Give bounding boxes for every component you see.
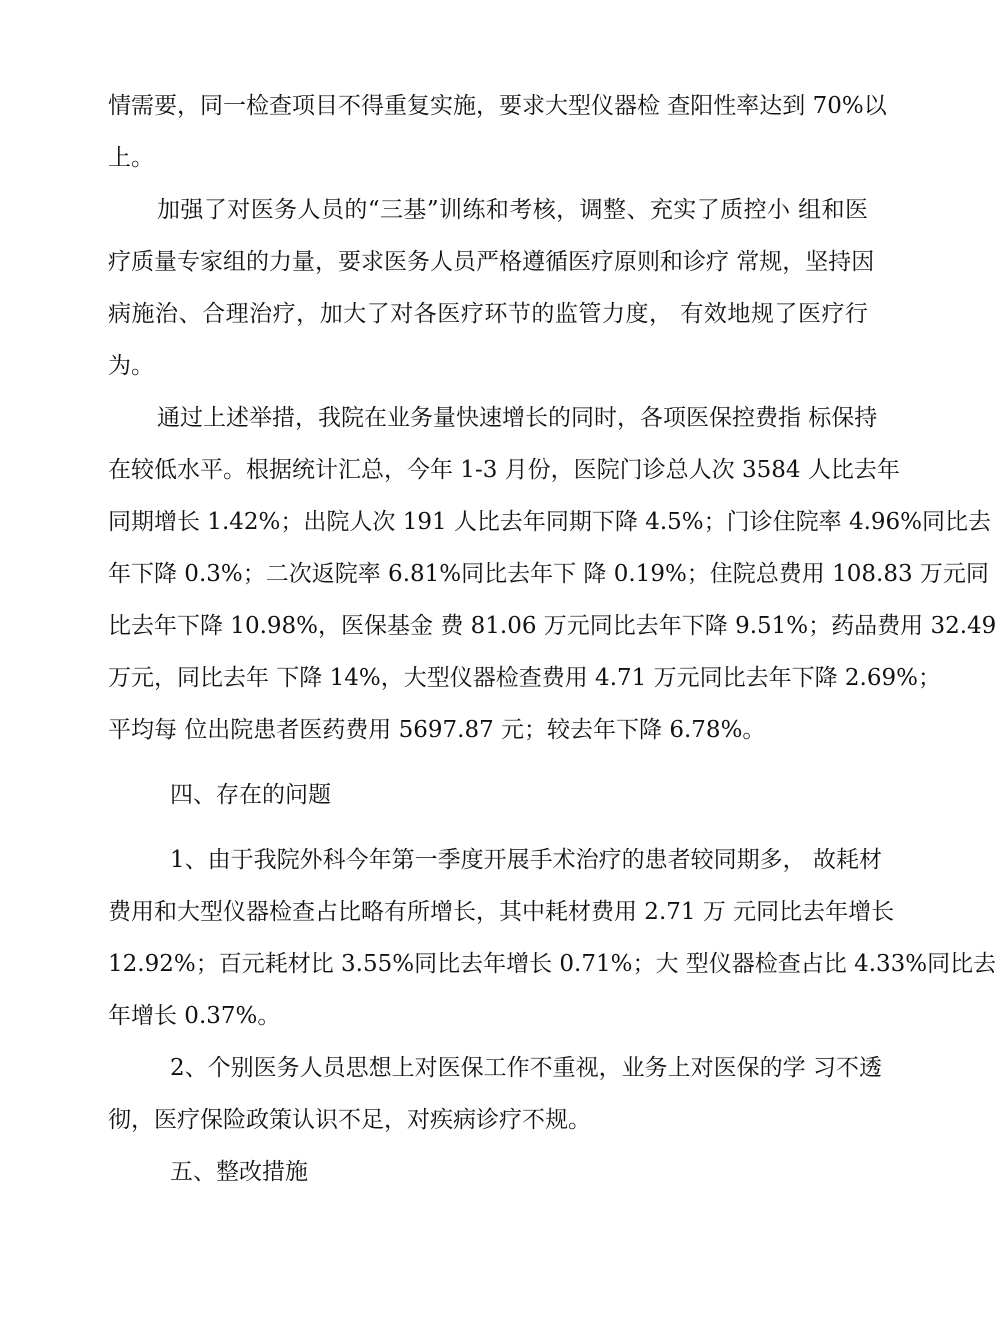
body-line: 费用和大型仪器检查占比略有所增长，其中耗材费用 2.71 万 元同比去年增长 [108,899,895,925]
body-line: 为。 [108,353,154,379]
body-line: 疗质量专家组的力量，要求医务人员严格遵循医疗原则和诊疗 常规，坚持因 [108,249,875,275]
paragraph-first-line: 1、由于我院外科今年第一季度开展手术治疗的患者较同期多， 故耗材 [170,847,882,873]
body-line: 年下降 0.3%；二次返院率 6.81%同比去年下 降 0.19%；住院总费用 108.83 万元同 [108,561,989,587]
body-line: 彻，医疗保险政策认识不足，对疾病诊疗不规。 [108,1107,591,1133]
paragraph-first-line: 加强了对医务人员的“三基”训练和考核，调整、充实了质控小 组和医 [157,197,868,223]
section-heading: 四、存在的问题 [170,782,331,808]
body-line: 情需要，同一检查项目不得重复实施，要求大型仪器检 查阳性率达到 70%以 [108,93,887,119]
body-line: 病施治、合理治疗，加大了对各医疗环节的监管力度， 有效地规了医疗行 [108,301,868,327]
body-line: 同期增长 1.42%；出院人次 191 人比去年同期下降 4.5%；门诊住院率 4.96%同比去 [108,509,992,535]
body-line: 万元，同比去年 下降 14%，大型仪器检查费用 4.71 万元同比去年下降 2.69%； [108,665,941,691]
paragraph-first-line: 通过上述举措，我院在业务量快速增长的同时，各项医保控费指 标保持 [157,405,878,431]
body-line: 比去年下降 10.98%，医保基金 费 81.06 万元同比去年下降 9.51%；药品费用 32.49 [108,613,996,639]
body-line: 上。 [108,145,154,171]
paragraph-first-line: 2、个别医务人员思想上对医保工作不重视，业务上对医保的学 习不透 [170,1055,882,1081]
section-heading: 五、整改措施 [170,1159,308,1185]
body-line: 12.92%；百元耗材比 3.55%同比去年增长 0.71%；大 型仪器检查占比 4.33%同比去 [108,951,996,977]
body-line: 平均每 位出院患者医药费用 5697.87 元；较去年下降 6.78%。 [108,717,766,743]
body-line: 年增长 0.37%。 [108,1003,281,1029]
body-line: 在较低水平。根据统计汇总，今年 1-3 月份，医院门诊总人次 3584 人比去年 [108,457,900,483]
